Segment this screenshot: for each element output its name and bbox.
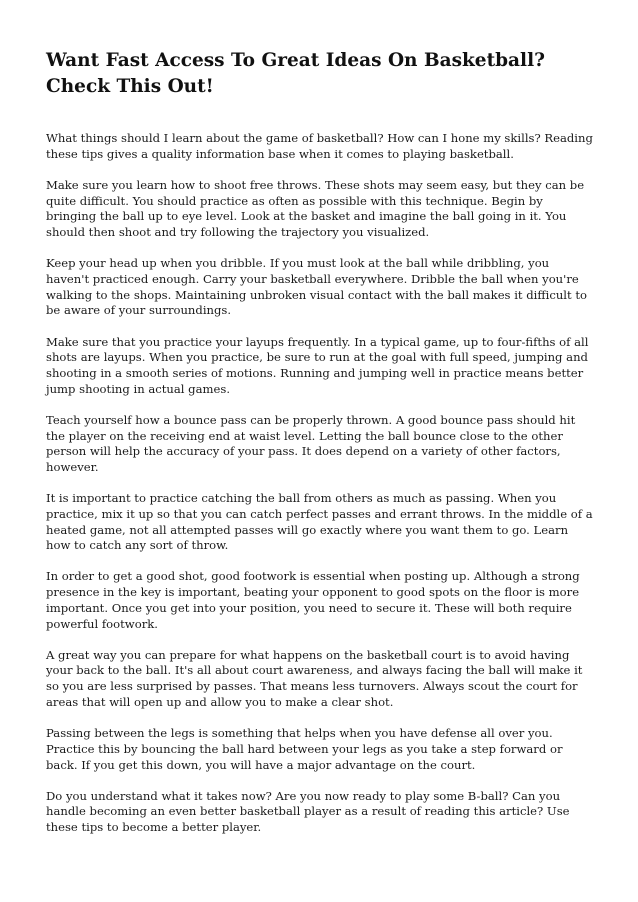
paragraph-dribbling: Keep your head up when you dribble. If you must look at the ball while dribbling, you haven't practiced enough. Carry your basketball everywhere. Dribble the ball when you're walking to the shops. Maintaining unbroken visual contact with the ball makes it difficult to be aware of your surroundings. <box>46 256 587 318</box>
paragraph-intro: What things should I learn about the game of basketball? How can I hone my skills? Reading these tips gives a quality information base when it comes to playing basketball. <box>46 131 593 161</box>
paragraph-between-legs: Passing between the legs is something that helps when you have defense all over you. Practice this by bouncing the ball hard between your legs as you take a step forward or back. If you get this down, you will have a major advantage on the court. <box>46 726 563 772</box>
paragraph-bounce-pass: Teach yourself how a bounce pass can be properly thrown. A good bounce pass should hit the player on the receiving end at waist level. Letting the ball bounce close to the other person will help the accuracy of your pass. It does depend on a variety of other factors, however. <box>46 412 576 474</box>
paragraph-free-throws: Make sure you learn how to shoot free throws. These shots may seem easy, but they can be quite difficult. You should practice as often as possible with this technique. Begin by bringing the ball up to eye level. Look at the basket and imagine the ball going in it. You should then shoot and try following the trajectory you visualized. <box>46 177 585 240</box>
paragraph-footwork: In order to get a good shot, good footwork is essential when posting up. Although a strong presence in the key is important, beating your opponent to good spots on the floor is more important. Once you get into your position, you need to secure it. These will both require powerful footwork. <box>46 569 580 631</box>
paragraph-court-awareness: A great way you can prepare for what happens on the basketball court is to avoid having your back to the ball. It's all about court awareness, and always facing the ball will make it so you are less surprised by passes. That means less turnovers. Always scout the court for areas that will open up and allow you to make a clear shot. <box>46 647 583 709</box>
article-title: Want Fast Access To Great Ideas On Basketball? Check This Out! <box>46 50 545 97</box>
paragraph-catching: It is important to practice catching the ball from others as much as passing. When you practice, mix it up so that you can catch perfect passes and errant throws. In the middle of a heated game, not all attempted passes will go exactly where you want them to go. Learn how to catch any sort of throw. <box>46 491 593 553</box>
paragraph-layups: Make sure that you practice your layups frequently. In a typical game, up to four-fifths of all shots are layups. When you practice, be sure to run at the goal with full speed, jumping and shooting in a smooth series of motions. Running and jumping well in practice means better jump shooting in actual games. <box>46 334 589 396</box>
article <box>46 48 594 851</box>
paragraph-conclusion: Do you understand what it takes now? Are you now ready to play some B-ball? Can you handle becoming an even better basketball player as a result of reading this article? Use these tips to become a better player. <box>46 788 570 835</box>
